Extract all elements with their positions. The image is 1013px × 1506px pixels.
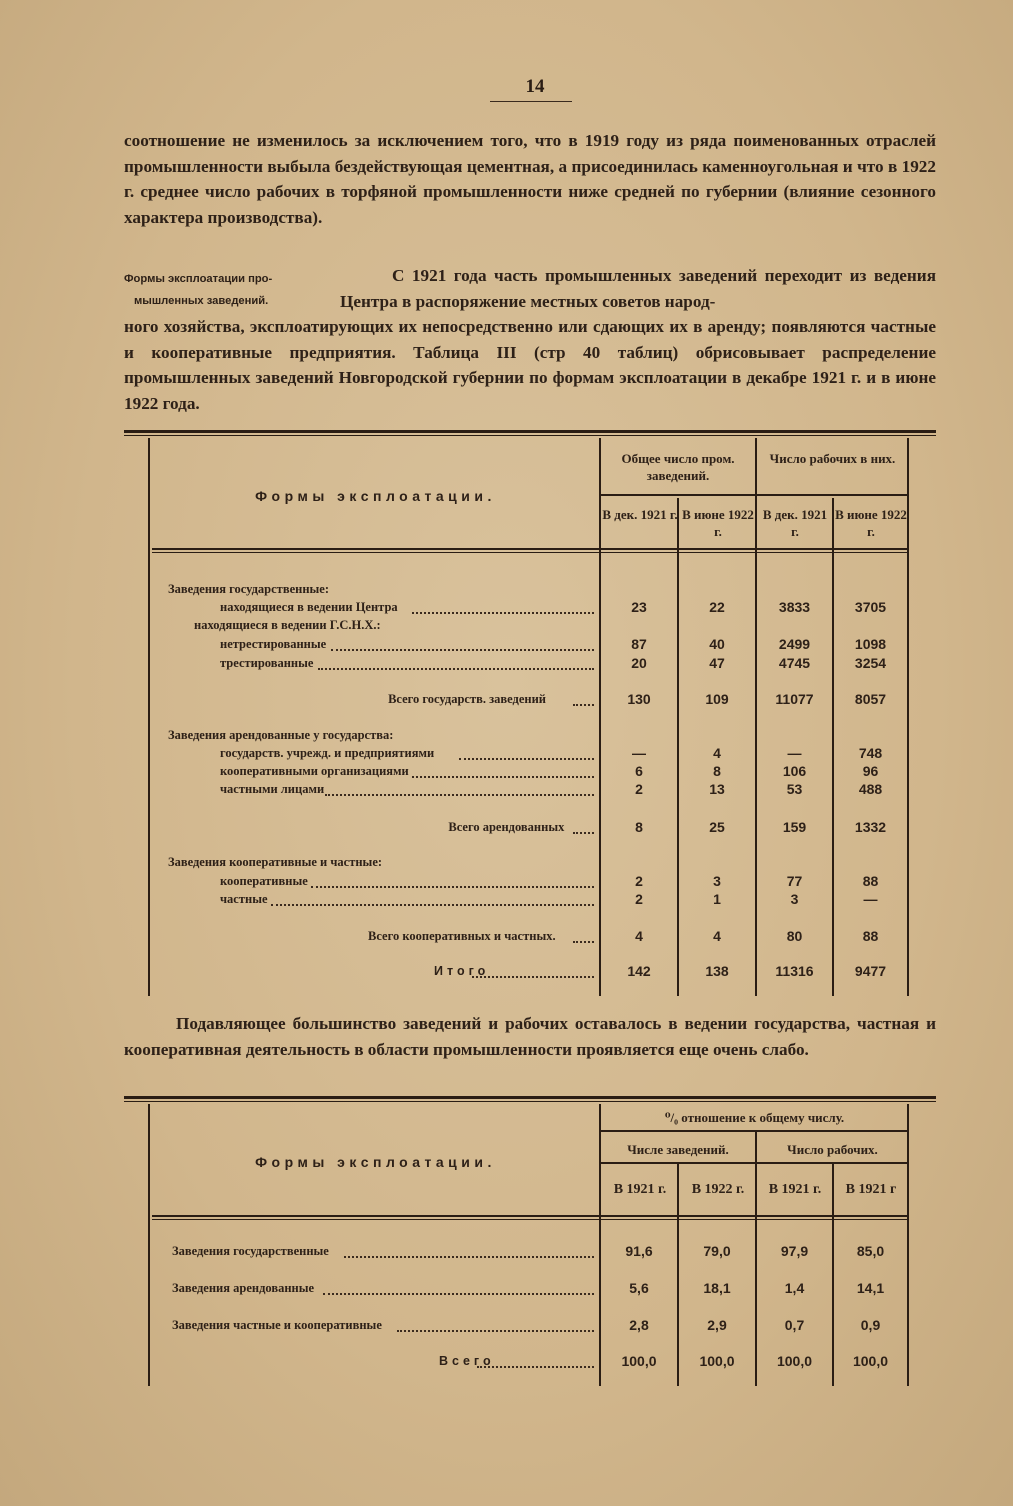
row-label: Всего кооперативных и частных. xyxy=(368,929,556,943)
table-cell: 2,9 xyxy=(707,1317,727,1333)
row-label: Заведения государственные xyxy=(172,1244,329,1258)
table-cell: 2499 xyxy=(778,636,811,652)
leader-dots xyxy=(412,776,594,778)
table-2-header-bottom-thin xyxy=(152,1219,907,1220)
row-label: кооперативными организациями xyxy=(220,764,409,778)
row-label: трестированные xyxy=(220,656,314,670)
table-1-col-header: В июне 1922 г. xyxy=(835,507,907,539)
table-cell: 1,4 xyxy=(784,1280,805,1296)
table-cell: 2 xyxy=(635,781,643,797)
table-cell: 106 xyxy=(782,763,807,779)
table-1-col-header: В дек. 1921 г. xyxy=(762,507,828,539)
table-cell: 8057 xyxy=(854,691,887,707)
row-label: частными лицами xyxy=(220,782,325,796)
table-cell: 1332 xyxy=(854,819,887,835)
table-cell: 138 xyxy=(705,963,729,979)
table-cell: 11077 xyxy=(775,691,814,707)
leader-dots xyxy=(271,904,594,906)
row-label: частные xyxy=(220,892,268,906)
row-label: Заведения государственные: xyxy=(168,582,329,596)
leader-dots xyxy=(397,1330,594,1332)
table-1-right-border xyxy=(907,438,909,996)
table-cell: 100,0 xyxy=(699,1353,735,1369)
table-1-group-1: Общее число пром. заведений. xyxy=(621,451,735,483)
table-cell: 100,0 xyxy=(776,1353,813,1369)
table-cell: 3254 xyxy=(854,655,887,671)
table-cell: 159 xyxy=(782,819,807,835)
table-cell: 109 xyxy=(705,691,729,707)
table-cell: 14,1 xyxy=(856,1280,885,1296)
leader-dots xyxy=(472,976,595,978)
table-2-super-header: ⁰/₀ отношение к общему числу. xyxy=(664,1110,845,1125)
table-cell: 4 xyxy=(713,928,721,944)
table-2-title: Формы эксплоатации. xyxy=(255,1154,496,1170)
leader-dots xyxy=(331,649,594,651)
table-1-col-header: В июне 1922 г. xyxy=(682,507,754,539)
table-cell: 23 xyxy=(631,599,647,615)
leader-dots xyxy=(325,794,595,796)
table-cell: — xyxy=(787,745,802,761)
table-cell: 6 xyxy=(635,763,643,779)
margin-note-line-1: Формы эксплоатации про- xyxy=(124,273,273,285)
table-cell: 2,8 xyxy=(629,1317,649,1333)
table-cell: 85,0 xyxy=(856,1243,885,1259)
table-1-divider xyxy=(599,438,601,996)
table-1-title: Формы эксплоатации. xyxy=(255,488,496,504)
table-2-group-1: Числе заведений. xyxy=(627,1142,729,1157)
table-cell: 1098 xyxy=(854,636,887,652)
margin-note-line-2: мышленных заведений. xyxy=(134,295,269,307)
row-label: Всего государств. заведений xyxy=(388,692,546,706)
table-1-left-border xyxy=(148,438,150,996)
leader-dots xyxy=(311,886,594,888)
table-cell: 4745 xyxy=(778,655,811,671)
table-cell: 5,6 xyxy=(629,1280,649,1296)
table-cell: 96 xyxy=(862,763,879,779)
leader-dots xyxy=(323,1293,594,1295)
leader-dots xyxy=(344,1256,595,1258)
paragraph-2-first: С 1921 года часть промышленных заведений переходит из ведения Центра в распоряжение местных советов народ- xyxy=(340,266,936,311)
table-cell: 88 xyxy=(862,873,879,889)
paragraph-1: соотношение не изменилось за исключением того, что в 1919 году из ряда поименованных отраслей промышленности выбыла бездействующая цементная, а присоединилась каменноугольная и что в 1922 г. среднее число рабочих в торфяной промышленности ниже средней по губернии (влияние сезонного характера производства). xyxy=(124,131,936,227)
row-label: находящиеся в ведении Центра xyxy=(220,600,398,614)
table-cell: 8 xyxy=(713,763,721,779)
table-cell: 4 xyxy=(635,928,643,944)
table-cell: 142 xyxy=(627,963,651,979)
margin-note xyxy=(124,268,339,312)
table-cell: 40 xyxy=(709,636,725,652)
row-label: нетрестированные xyxy=(220,637,327,651)
table-cell: 20 xyxy=(631,655,647,671)
paragraph-3: Подавляющее большинство заведений и рабочих оставалось в ведении государства, частная и кооперативная деятельность в области промышленности проявляется еще очень слабо. xyxy=(124,1014,936,1059)
table-cell: 91,6 xyxy=(625,1243,653,1259)
table-cell: 130 xyxy=(627,691,651,707)
table-cell: 0,7 xyxy=(784,1317,805,1333)
table-cell: 79,0 xyxy=(703,1243,731,1259)
row-label: Заведения частные и кооперативные xyxy=(172,1318,382,1332)
table-1-top-rule-thin xyxy=(124,435,936,436)
table-2-header-bottom xyxy=(152,1215,907,1217)
table-2-col-header: В 1921 г xyxy=(845,1182,897,1197)
row-label: государств. учрежд. и предприятиями xyxy=(220,746,435,760)
table-2-col-header: В 1921 г. xyxy=(613,1182,667,1197)
leader-dots xyxy=(573,704,594,706)
table-cell: 97,9 xyxy=(780,1243,809,1259)
table-cell: 3 xyxy=(713,873,721,889)
table-cell: 13 xyxy=(709,781,725,797)
table-1-group-2: Число рабочих в них. xyxy=(769,451,896,466)
table-2-divider xyxy=(755,1132,757,1386)
table-cell: 4 xyxy=(713,745,721,761)
table-cell: 3833 xyxy=(778,599,811,615)
table-cell: 3705 xyxy=(854,599,887,615)
table-cell: 87 xyxy=(631,636,647,652)
table-cell: 47 xyxy=(709,655,725,671)
row-label: Заведения арендованные xyxy=(172,1281,315,1295)
table-cell: — xyxy=(863,891,878,907)
leader-dots xyxy=(459,758,595,760)
table-2-left-border xyxy=(148,1104,150,1386)
table-cell: 25 xyxy=(709,819,725,835)
table-cell: 53 xyxy=(786,781,803,797)
leader-dots xyxy=(573,832,594,834)
table-1-header-bottom xyxy=(152,548,907,550)
row-label: Заведения арендованные у государства: xyxy=(168,728,394,742)
table-cell: 18,1 xyxy=(703,1280,731,1296)
page-number-rule xyxy=(490,101,572,102)
table-cell: 77 xyxy=(786,873,803,889)
table-2-header-rule xyxy=(599,1130,907,1132)
row-label: кооперативные xyxy=(220,874,308,888)
table-cell: 80 xyxy=(786,928,803,944)
paragraph-2-rest: ного хозяйства, эксплоатирующих их непосредственно или сдающих их в аренду; появляются частные и кооперативные предприятия. Таблица III (стр 40 таблиц) обрисовывает распределение промышленных заведений Новгородской губернии по формам эксплоатации в декабре 1921 г. и в июне 1922 года. xyxy=(124,317,936,413)
table-cell: 100,0 xyxy=(852,1353,889,1369)
leader-dots xyxy=(573,941,594,943)
leader-dots xyxy=(412,612,594,614)
row-label: находящиеся в ведении Г.С.Н.Х.: xyxy=(194,618,381,632)
table-cell: 100,0 xyxy=(621,1353,657,1369)
table-2-col-header: В 1921 г. xyxy=(768,1182,822,1197)
table-2-top-rule-thin xyxy=(124,1101,936,1102)
table-1 xyxy=(124,430,936,996)
table-cell: 488 xyxy=(858,781,883,797)
table-2-col-header: В 1922 г. xyxy=(691,1182,745,1197)
row-label: Всего арендованных xyxy=(448,820,565,834)
table-cell: 3 xyxy=(790,891,799,907)
row-label: Итого xyxy=(434,964,490,978)
table-1-header-rule xyxy=(599,494,907,496)
table-cell: 11316 xyxy=(775,963,814,979)
table-cell: 22 xyxy=(709,599,725,615)
leader-dots xyxy=(318,668,594,670)
table-2-header-rule xyxy=(599,1162,907,1164)
page-number: 14 xyxy=(525,76,545,97)
table-2-group-2: Число рабочих. xyxy=(787,1142,878,1157)
table-2 xyxy=(124,1096,936,1386)
row-label: Всего xyxy=(439,1354,495,1368)
table-cell: 1 xyxy=(713,891,721,907)
row-label: Заведения кооперативные и частные: xyxy=(168,855,383,869)
table-cell: 2 xyxy=(635,891,643,907)
table-cell: 748 xyxy=(858,745,883,761)
table-cell: 8 xyxy=(635,819,643,835)
table-1-header-bottom-thin xyxy=(152,552,907,553)
table-cell: 88 xyxy=(862,928,879,944)
table-2-top-rule xyxy=(124,1096,936,1099)
table-cell: 0,9 xyxy=(860,1317,881,1333)
table-1-col-header: В дек. 1921 г. xyxy=(602,507,678,522)
leader-dots xyxy=(477,1366,595,1368)
table-cell: 2 xyxy=(635,873,643,889)
table-1-top-rule xyxy=(124,430,936,433)
table-cell: — xyxy=(632,745,646,761)
table-cell: 9477 xyxy=(854,963,887,979)
